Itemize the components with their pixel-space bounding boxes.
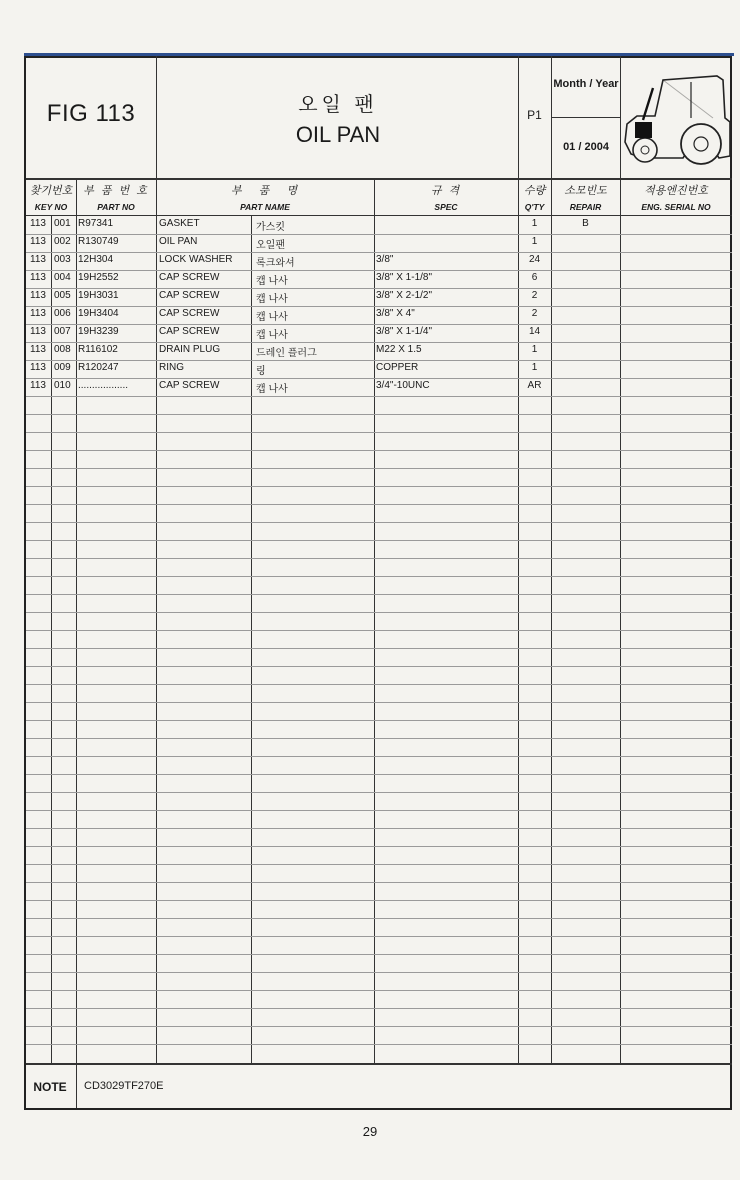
cell-qty: 1 bbox=[531, 344, 538, 355]
cell-part-name-en: CAP SCREW bbox=[159, 326, 220, 337]
cell-part-name-ko: 록크와셔 bbox=[256, 258, 295, 269]
col-serial-ko: 적용엔진번호 bbox=[644, 185, 708, 197]
cell-part-name-en: CAP SCREW bbox=[159, 380, 220, 391]
title-english: OIL PAN bbox=[295, 122, 381, 147]
cell-qty: 14 bbox=[528, 326, 541, 337]
cell-key: 007 bbox=[54, 326, 71, 337]
row-rule bbox=[26, 756, 732, 757]
cell-key: 004 bbox=[54, 272, 71, 283]
note-divider bbox=[76, 1064, 77, 1108]
month-year-value: 01 / 2004 bbox=[563, 141, 609, 153]
cell-spec: M22 X 1.5 bbox=[376, 344, 422, 355]
cell-part-name-ko: 캡 나사 bbox=[256, 330, 288, 341]
note-rule bbox=[26, 1063, 732, 1065]
cell-key: 009 bbox=[54, 362, 71, 373]
row-rule bbox=[26, 918, 732, 919]
cell-qty: 2 bbox=[531, 290, 538, 301]
cell-fig: 113 bbox=[30, 308, 46, 319]
cell-part-no: 12H304 bbox=[78, 254, 114, 265]
cell-part-name-en: DRAIN PLUG bbox=[159, 344, 221, 355]
title-korean: 오일 팬 bbox=[298, 94, 378, 116]
table-row bbox=[0, 234, 740, 252]
col-partname-ko: 부 품 명 bbox=[230, 185, 300, 197]
row-rule bbox=[26, 540, 732, 541]
cell-spec: 3/8" X 2-1/2" bbox=[376, 290, 433, 301]
cell-part-name-en: GASKET bbox=[159, 218, 200, 229]
cell-part-no: R116102 bbox=[78, 344, 118, 355]
row-rule bbox=[26, 630, 732, 631]
row-rule bbox=[26, 900, 732, 901]
cell-key: 002 bbox=[54, 236, 71, 247]
cell-part-name-en: CAP SCREW bbox=[159, 272, 220, 283]
row-rule bbox=[26, 738, 732, 739]
cell-key: 010 bbox=[54, 380, 71, 391]
row-rule bbox=[26, 504, 732, 505]
cell-fig: 113 bbox=[30, 380, 46, 391]
note-label: NOTE bbox=[33, 1080, 67, 1094]
table-row bbox=[0, 252, 740, 270]
cell-qty: AR bbox=[527, 380, 542, 391]
row-rule bbox=[26, 792, 732, 793]
col-spec-ko: 규 격 bbox=[430, 185, 462, 197]
cell-qty: 2 bbox=[531, 308, 538, 319]
cell-part-name-en: OIL PAN bbox=[159, 236, 198, 247]
row-rule bbox=[26, 720, 732, 721]
col-key-ko: 찾기번호 bbox=[29, 185, 73, 197]
page-label: P1 bbox=[527, 108, 542, 122]
page-number: 29 bbox=[362, 1124, 378, 1139]
row-rule bbox=[26, 522, 732, 523]
table-row bbox=[0, 306, 740, 324]
cell-fig: 113 bbox=[30, 362, 46, 373]
cell-part-name-ko: 드레인 플러그 bbox=[256, 348, 317, 359]
cell-part-name-ko: 가스킷 bbox=[256, 222, 285, 233]
cell-part-no: 19H3031 bbox=[78, 290, 119, 301]
row-rule bbox=[26, 702, 732, 703]
cell-spec: 3/8" X 1-1/4" bbox=[376, 326, 433, 337]
cell-fig: 113 bbox=[30, 218, 46, 229]
cell-fig: 113 bbox=[30, 326, 46, 337]
row-rule bbox=[26, 558, 732, 559]
col-spec-en: SPEC bbox=[434, 202, 458, 212]
row-rule bbox=[26, 612, 732, 613]
row-rule bbox=[26, 594, 732, 595]
figure-number: FIG 113 bbox=[46, 100, 136, 127]
cell-qty: 1 bbox=[531, 236, 538, 247]
table-row bbox=[0, 342, 740, 360]
cell-spec: COPPER bbox=[376, 362, 419, 373]
cell-key: 001 bbox=[54, 218, 71, 229]
cell-part-name-ko: 링 bbox=[256, 366, 266, 377]
cell-fig: 113 bbox=[30, 272, 46, 283]
cell-part-name-ko: 캡 나사 bbox=[256, 276, 288, 287]
row-rule bbox=[26, 576, 732, 577]
month-year-label: Month / Year bbox=[553, 78, 619, 90]
header-divider bbox=[156, 56, 157, 178]
cell-spec: 3/8" bbox=[376, 254, 394, 265]
cell-part-name-ko: 오일팬 bbox=[256, 240, 285, 251]
cell-repair: B bbox=[582, 218, 589, 229]
cell-part-name-en: CAP SCREW bbox=[159, 290, 220, 301]
row-rule bbox=[26, 954, 732, 955]
row-rule bbox=[26, 990, 732, 991]
row-rule bbox=[26, 450, 732, 451]
row-rule bbox=[26, 396, 732, 397]
table-row bbox=[0, 360, 740, 378]
cell-part-name-ko: 캡 나사 bbox=[256, 384, 288, 395]
cell-part-name-ko: 캡 나사 bbox=[256, 312, 288, 323]
row-rule bbox=[26, 432, 732, 433]
header-divider bbox=[551, 117, 620, 118]
row-rule bbox=[26, 684, 732, 685]
row-rule bbox=[26, 1008, 732, 1009]
table-row bbox=[0, 216, 740, 234]
row-rule bbox=[26, 810, 732, 811]
col-repair-ko: 소모빈도 bbox=[564, 185, 607, 197]
tractor-icon bbox=[621, 58, 732, 178]
col-key-en: KEY NO bbox=[34, 202, 68, 212]
cell-qty: 6 bbox=[531, 272, 538, 283]
col-qty-ko: 수량 bbox=[523, 185, 546, 197]
cell-part-no: R120247 bbox=[78, 362, 119, 373]
note-text: CD3029TF270E bbox=[84, 1080, 164, 1092]
cell-fig: 113 bbox=[30, 344, 46, 355]
cell-qty: 1 bbox=[531, 218, 538, 229]
row-rule bbox=[26, 486, 732, 487]
cell-key: 006 bbox=[54, 308, 71, 319]
cell-fig: 113 bbox=[30, 254, 46, 265]
cell-part-no: R97341 bbox=[78, 218, 114, 229]
cell-part-no: 19H2552 bbox=[78, 272, 119, 283]
cell-spec: 3/8" X 1-1/8" bbox=[376, 272, 433, 283]
table-row bbox=[0, 288, 740, 306]
cell-part-no: R130749 bbox=[78, 236, 119, 247]
table-row bbox=[0, 324, 740, 342]
row-rule bbox=[26, 828, 732, 829]
row-rule bbox=[26, 666, 732, 667]
row-rule bbox=[26, 1026, 732, 1027]
row-rule bbox=[26, 648, 732, 649]
cell-part-name-en: CAP SCREW bbox=[159, 308, 220, 319]
row-rule bbox=[26, 468, 732, 469]
row-rule bbox=[26, 972, 732, 973]
row-rule bbox=[26, 936, 732, 937]
cell-key: 008 bbox=[54, 344, 71, 355]
col-partno-en: PART NO bbox=[97, 202, 135, 212]
cell-key: 003 bbox=[54, 254, 71, 265]
row-rule bbox=[26, 864, 732, 865]
col-serial-en: ENG. SERIAL NO bbox=[641, 202, 711, 212]
cell-fig: 113 bbox=[30, 236, 46, 247]
cell-qty: 24 bbox=[528, 254, 541, 265]
row-rule bbox=[26, 846, 732, 847]
cell-part-name-en: LOCK WASHER bbox=[159, 254, 233, 265]
row-rule bbox=[26, 774, 732, 775]
row-rule bbox=[26, 414, 732, 415]
row-rule bbox=[26, 1044, 732, 1045]
cell-part-name-ko: 캡 나사 bbox=[256, 294, 288, 305]
cell-part-no: .................. bbox=[78, 380, 129, 391]
table-row bbox=[0, 378, 740, 396]
row-rule bbox=[26, 882, 732, 883]
col-qty-en: Q'TY bbox=[524, 202, 545, 212]
col-partname-en: PART NAME bbox=[240, 202, 290, 212]
cell-part-no: 19H3404 bbox=[78, 308, 119, 319]
table-row bbox=[0, 270, 740, 288]
col-partno-ko: 부 품 번 호 bbox=[83, 185, 149, 197]
cell-part-name-en: RING bbox=[159, 362, 184, 373]
cell-key: 005 bbox=[54, 290, 71, 301]
cell-qty: 1 bbox=[531, 362, 538, 373]
col-repair-en: REPAIR bbox=[569, 202, 602, 212]
cell-part-no: 19H3239 bbox=[78, 326, 119, 337]
cell-spec: 3/8" X 4" bbox=[376, 308, 415, 319]
cell-spec: 3/4"-10UNC bbox=[376, 380, 430, 391]
cell-fig: 113 bbox=[30, 290, 46, 301]
header-bottom-rule bbox=[26, 178, 732, 180]
